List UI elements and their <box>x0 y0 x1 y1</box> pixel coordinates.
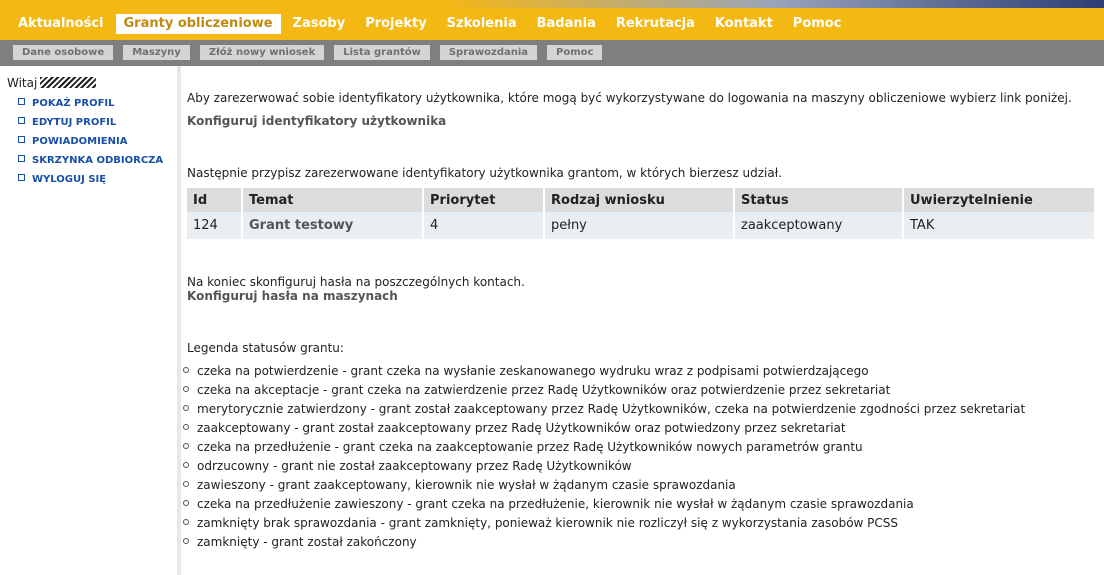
col-header-uwierzytelnienie: Uwierzytelnienie <box>903 188 1095 212</box>
sidebar <box>0 66 177 575</box>
col-header-rodzaj-wniosku: Rodzaj wniosku <box>544 188 734 212</box>
legend-item <box>183 364 1025 383</box>
grants-table <box>187 188 1096 239</box>
greeting-text: Witaj <box>7 76 38 90</box>
subnav-lista-grantow[interactable]: Lista grantów <box>334 45 430 60</box>
legend-item-text: czeka na akceptacje - grant czeka na zatwierdzenie przez Radę Użytkowników oraz potwierdzenie przez sekretariat <box>197 383 891 397</box>
legend-item <box>183 497 1025 516</box>
legend-item <box>183 535 1025 554</box>
circle-bullet-icon <box>183 367 189 373</box>
circle-bullet-icon <box>183 386 189 392</box>
cell-rodzaj-wniosku: pełny <box>544 212 734 239</box>
square-bullet-icon <box>18 117 25 124</box>
circle-bullet-icon <box>183 462 189 468</box>
cell-priorytet: 4 <box>423 212 544 239</box>
sidebar-link-powiadomienia[interactable] <box>18 135 163 154</box>
sidebar-link-label: WYLOGUJ SIĘ <box>32 174 107 185</box>
nav-rekrutacja[interactable]: Rekrutacja <box>615 16 695 31</box>
nav-szkolenia[interactable]: Szkolenia <box>446 16 517 31</box>
circle-bullet-icon <box>183 538 189 544</box>
nav-badania[interactable]: Badania <box>536 16 596 31</box>
sidebar-link-label: POKAŻ PROFIL <box>32 98 115 109</box>
sidebar-link-edytuj-profil[interactable] <box>18 116 163 135</box>
main-content <box>181 66 1104 575</box>
legend-item <box>183 402 1025 421</box>
table-row <box>187 212 1095 239</box>
intro-text: Aby zarezerwować sobie identyfikatory użytkownika, które mogą być wykorzystywane do logowania na maszyny obliczeniowe wybierz link poniżej. <box>187 91 1072 105</box>
subnav-dane-osobowe[interactable]: Dane osobowe <box>13 45 113 60</box>
cell-id: 124 <box>187 212 242 239</box>
legend-item-text: odrzucowny - grant nie został zaakceptowany przez Radę Użytkowników <box>197 459 632 473</box>
legend-item-text: zaakceptowany - grant został zaakceptowany przez Radę Użytkowników oraz potwiedzony przez sekretariat <box>197 421 846 435</box>
circle-bullet-icon <box>183 405 189 411</box>
sidebar-link-wyloguj[interactable] <box>18 173 163 192</box>
cell-temat-link[interactable]: Grant testowy <box>242 212 423 239</box>
legend-item-text: czeka na potwierdzenie - grant czeka na wysłanie zeskanowanego wydruku wraz z podpisami potwierdzającego <box>197 364 869 378</box>
subnav-zloz-nowy-wniosek[interactable]: Złóż nowy wniosek <box>200 45 324 60</box>
sidebar-links <box>18 97 163 192</box>
legend-item-text: merytorycznie zatwierdzony - grant został zaakceptowany przez Radę Użytkowników, czeka na potwierdzenie zgodności przez sekretariat <box>197 402 1026 416</box>
nav-projekty[interactable]: Projekty <box>365 16 427 31</box>
circle-bullet-icon <box>183 481 189 487</box>
sidebar-link-skrzynka-odbiorcza[interactable] <box>18 154 163 173</box>
top-gradient-strip <box>0 0 1104 8</box>
sidebar-link-label: EDYTUJ PROFIL <box>32 117 117 128</box>
legend-item-text: czeka na przedłużenie - grant czeka na zaakceptowanie przez Radę Użytkowników nowych parametrów grantu <box>197 440 863 454</box>
circle-bullet-icon <box>183 500 189 506</box>
legend-item-text: zamknięty - grant został zakończony <box>197 535 417 549</box>
table-header-row <box>187 188 1095 212</box>
legend-item <box>183 478 1025 497</box>
sidebar-link-label: SKRZYNKA ODBIORCZA <box>32 155 164 166</box>
square-bullet-icon <box>18 174 25 181</box>
main-navigation <box>0 8 1104 40</box>
legend-item-text: zamknięty brak sprawozdania - grant zamknięty, ponieważ kierownik nie rozliczył się z wykorzystania zasobów PCSS <box>197 516 899 530</box>
status-legend <box>183 364 1025 554</box>
subnav-pomoc[interactable]: Pomoc <box>547 45 602 60</box>
nav-aktualnosci[interactable]: Aktualności <box>18 16 104 31</box>
nav-pomoc[interactable]: Pomoc <box>792 16 842 31</box>
col-header-temat: Temat <box>242 188 423 212</box>
nav-zasoby[interactable]: Zasoby <box>292 16 346 31</box>
square-bullet-icon <box>18 98 25 105</box>
col-header-priorytet: Priorytet <box>423 188 544 212</box>
col-header-status: Status <box>734 188 903 212</box>
cell-uwierzytelnienie: TAK <box>903 212 1095 239</box>
final-text: Na koniec skonfiguruj hasła na poszczególnych kontach. <box>187 275 525 289</box>
assign-text: Następnie przypisz zarezerwowane identyfikatory użytkownika grantom, w których bierzesz udział. <box>187 166 782 180</box>
circle-bullet-icon <box>183 443 189 449</box>
sidebar-link-pokaz-profil[interactable] <box>18 97 163 116</box>
legend-item <box>183 516 1025 535</box>
configure-ids-link[interactable]: Konfiguruj identyfikatory użytkownika <box>187 114 447 128</box>
masked-username <box>40 77 96 88</box>
legend-item-text: zawieszony - grant zaakceptowany, kierownik nie wysłał w żądanym czasie sprawozdania <box>197 478 736 492</box>
subnav-maszyny[interactable]: Maszyny <box>123 45 190 60</box>
sub-navigation <box>0 40 1104 66</box>
cell-status: zaakceptowany <box>734 212 903 239</box>
col-header-id: Id <box>187 188 242 212</box>
legend-item <box>183 459 1025 478</box>
circle-bullet-icon <box>183 424 189 430</box>
nav-granty-obliczeniowe[interactable]: Granty obliczeniowe <box>116 14 281 34</box>
nav-kontakt[interactable]: Kontakt <box>714 16 773 31</box>
legend-item <box>183 440 1025 459</box>
configure-passwords-link[interactable]: Konfiguruj hasła na maszynach <box>187 289 398 303</box>
legend-title: Legenda statusów grantu: <box>187 341 344 355</box>
square-bullet-icon <box>18 155 25 162</box>
legend-item-text: czeka na przedłużenie zawieszony - grant czeka na przedłużenie, kierownik nie wysłał w żądanym czasie sprawozdania <box>197 497 914 511</box>
sidebar-link-label: POWIADOMIENIA <box>32 136 128 147</box>
circle-bullet-icon <box>183 519 189 525</box>
legend-item <box>183 383 1025 402</box>
legend-item <box>183 421 1025 440</box>
square-bullet-icon <box>18 136 25 143</box>
subnav-sprawozdania[interactable]: Sprawozdania <box>440 45 537 60</box>
greeting <box>7 76 96 90</box>
